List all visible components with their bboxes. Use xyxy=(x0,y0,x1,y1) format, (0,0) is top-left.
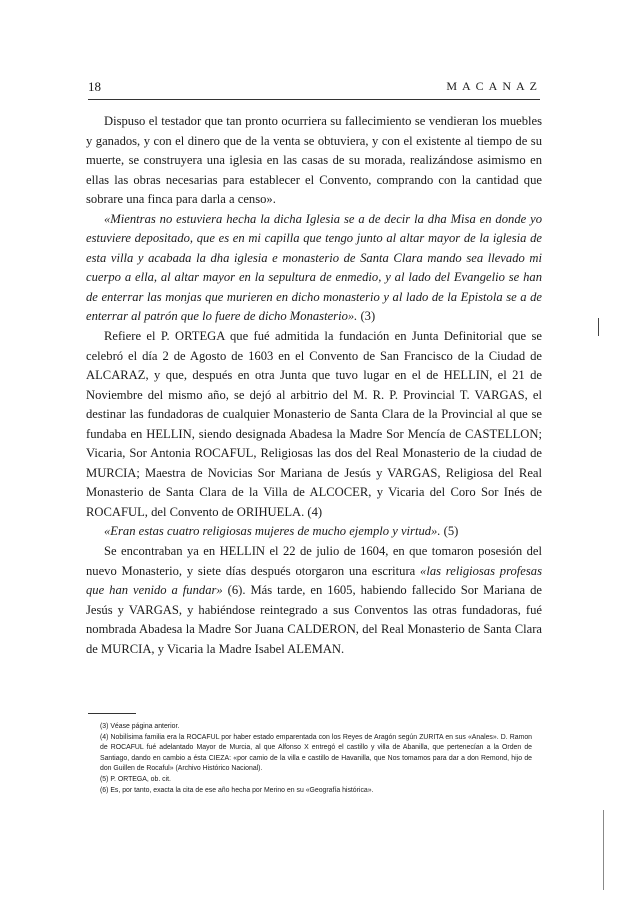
footnote-ref-3: (3) xyxy=(357,309,376,324)
footnote-6: (6) Es, por tanto, exacta la cita de ese año hecha por Merino en su «Geografía histórica». xyxy=(100,787,374,795)
quote-escritura: «las religiosas profesas que han venido a fundar» xyxy=(86,563,542,598)
footnote-5: (5) P. ORTEGA, ob. cit. xyxy=(100,776,171,784)
header-rule xyxy=(88,99,540,100)
paragraph-1: Dispuso el testador que tan pronto ocurriera su fallecimiento se vendieran los muebles y ganados, y con el dinero que de la venta se obtuviera, y con el existente al tiempo de su muerte, se construyera una iglesia en las casas de su morada, realizándose asimismo en ellas las obras necesarias para establecer el Convento, comprando con la cantidad que sobrare una finca para darla a censo». xyxy=(86,114,542,207)
body-text xyxy=(86,112,542,659)
paragraph-5-end: (6). Más tarde, en 1605, habiendo fallecido Sor Mariana de Jesús y VARGAS, y habiéndose reintegrado a sus Conventos las otras fundadoras, fué nombrada Abadesa la Madre Sor Juana CALDERON, del Real Monasterio de Santa Clara de MURCIA, y Vicaria la Madre Isabel ALEMAN. xyxy=(86,583,542,656)
quote-religiosas: «Eran estas cuatro religiosas mujeres de mucho ejemplo y virtud». xyxy=(104,524,441,539)
paragraph-2 xyxy=(86,210,542,327)
scan-margin-mark xyxy=(598,318,599,336)
footnote-ref-5: (5) xyxy=(440,524,459,539)
footnote-3: (3) Véase página anterior. xyxy=(100,723,180,730)
quote-testament: «Mientras no estuviera hecha la dicha Iglesia se a de decir la dha Misa en donde yo estuviere depositado, que es en mi capilla que tengo junto al altar mayor de la iglesia de esta villa y acabada la dha iglesia e monasterio de Santa Clara mando sea llevado mi cuerpo a ella, al altar mayor en la sepultura de enmedio, y al lado del Evangelio se han de enterrar las monjas que murieren en dicho monasterio y al lado de la Epistola se a de enterrar al patrón que lo fuere de dicho Monasterio». xyxy=(86,211,542,324)
footnote-4: (4) Nobilísima familia era la ROCAFUL por haber estado emparentada con los Reyes de Aragón según ZURITA en sus «Anales». D. Ramon de ROCAFUL fué adelantado Mayor de Murcia, al que Alfonso X entregó el castillo y villa de Abanilla, que pertenecían a la Orden de Santiago, dando en cambio a ésta CIEZA: «por camio de la villa e castillo de Havanilla, que Nos tomamos para dar a don Remond, hijo de don Guillen de Rocaful» (Archivo Histórico Nacional). xyxy=(100,734,532,772)
footnote-rule xyxy=(88,713,136,714)
scan-edge-mark xyxy=(603,810,604,890)
footnotes xyxy=(100,722,532,796)
paragraph-5-start: Se encontraban ya en HELLIN el 22 de julio de 1604, en que tomaron posesión del nuevo Monasterio, y siete días después otorgaron una escritura xyxy=(86,544,542,578)
page-number: 18 xyxy=(88,79,101,94)
paragraph-4 xyxy=(86,522,542,542)
running-head: MACANAZ xyxy=(446,79,542,93)
paragraph-5 xyxy=(86,542,542,659)
paragraph-3: Refiere el P. ORTEGA que fué admitida la fundación en Junta Definitorial que se celebró el día 2 de Agosto de 1603 en el Convento de San Francisco de la Ciudad de ALCARAZ, y que, después en otra Junta que tuvo lugar en el de HELLIN, el 21 de Noviembre del mismo año, se dejó al arbitrio del M. R. P. Provincial T. VARGAS, el destinar las fundadoras de cualquier Monasterio de Santa Clara de la Provincial al que se fundaba en HELLIN, siendo designada Abadesa la Madre Sor Mencía de CASTELLON; Vicaria, Sor Antonia ROCAFUL, Religiosas las dos del Real Monasterio de la ciudad de MURCIA; Maestra de Novicias Sor Mariana de Jesús y VARGAS, Religiosa del Real Monasterio de Santa Clara de la Villa de ALCOCER, y Vicaria del Coro Sor Inés de ROCAFUL, del Convento de ORIHUELA. (4) xyxy=(86,329,542,519)
